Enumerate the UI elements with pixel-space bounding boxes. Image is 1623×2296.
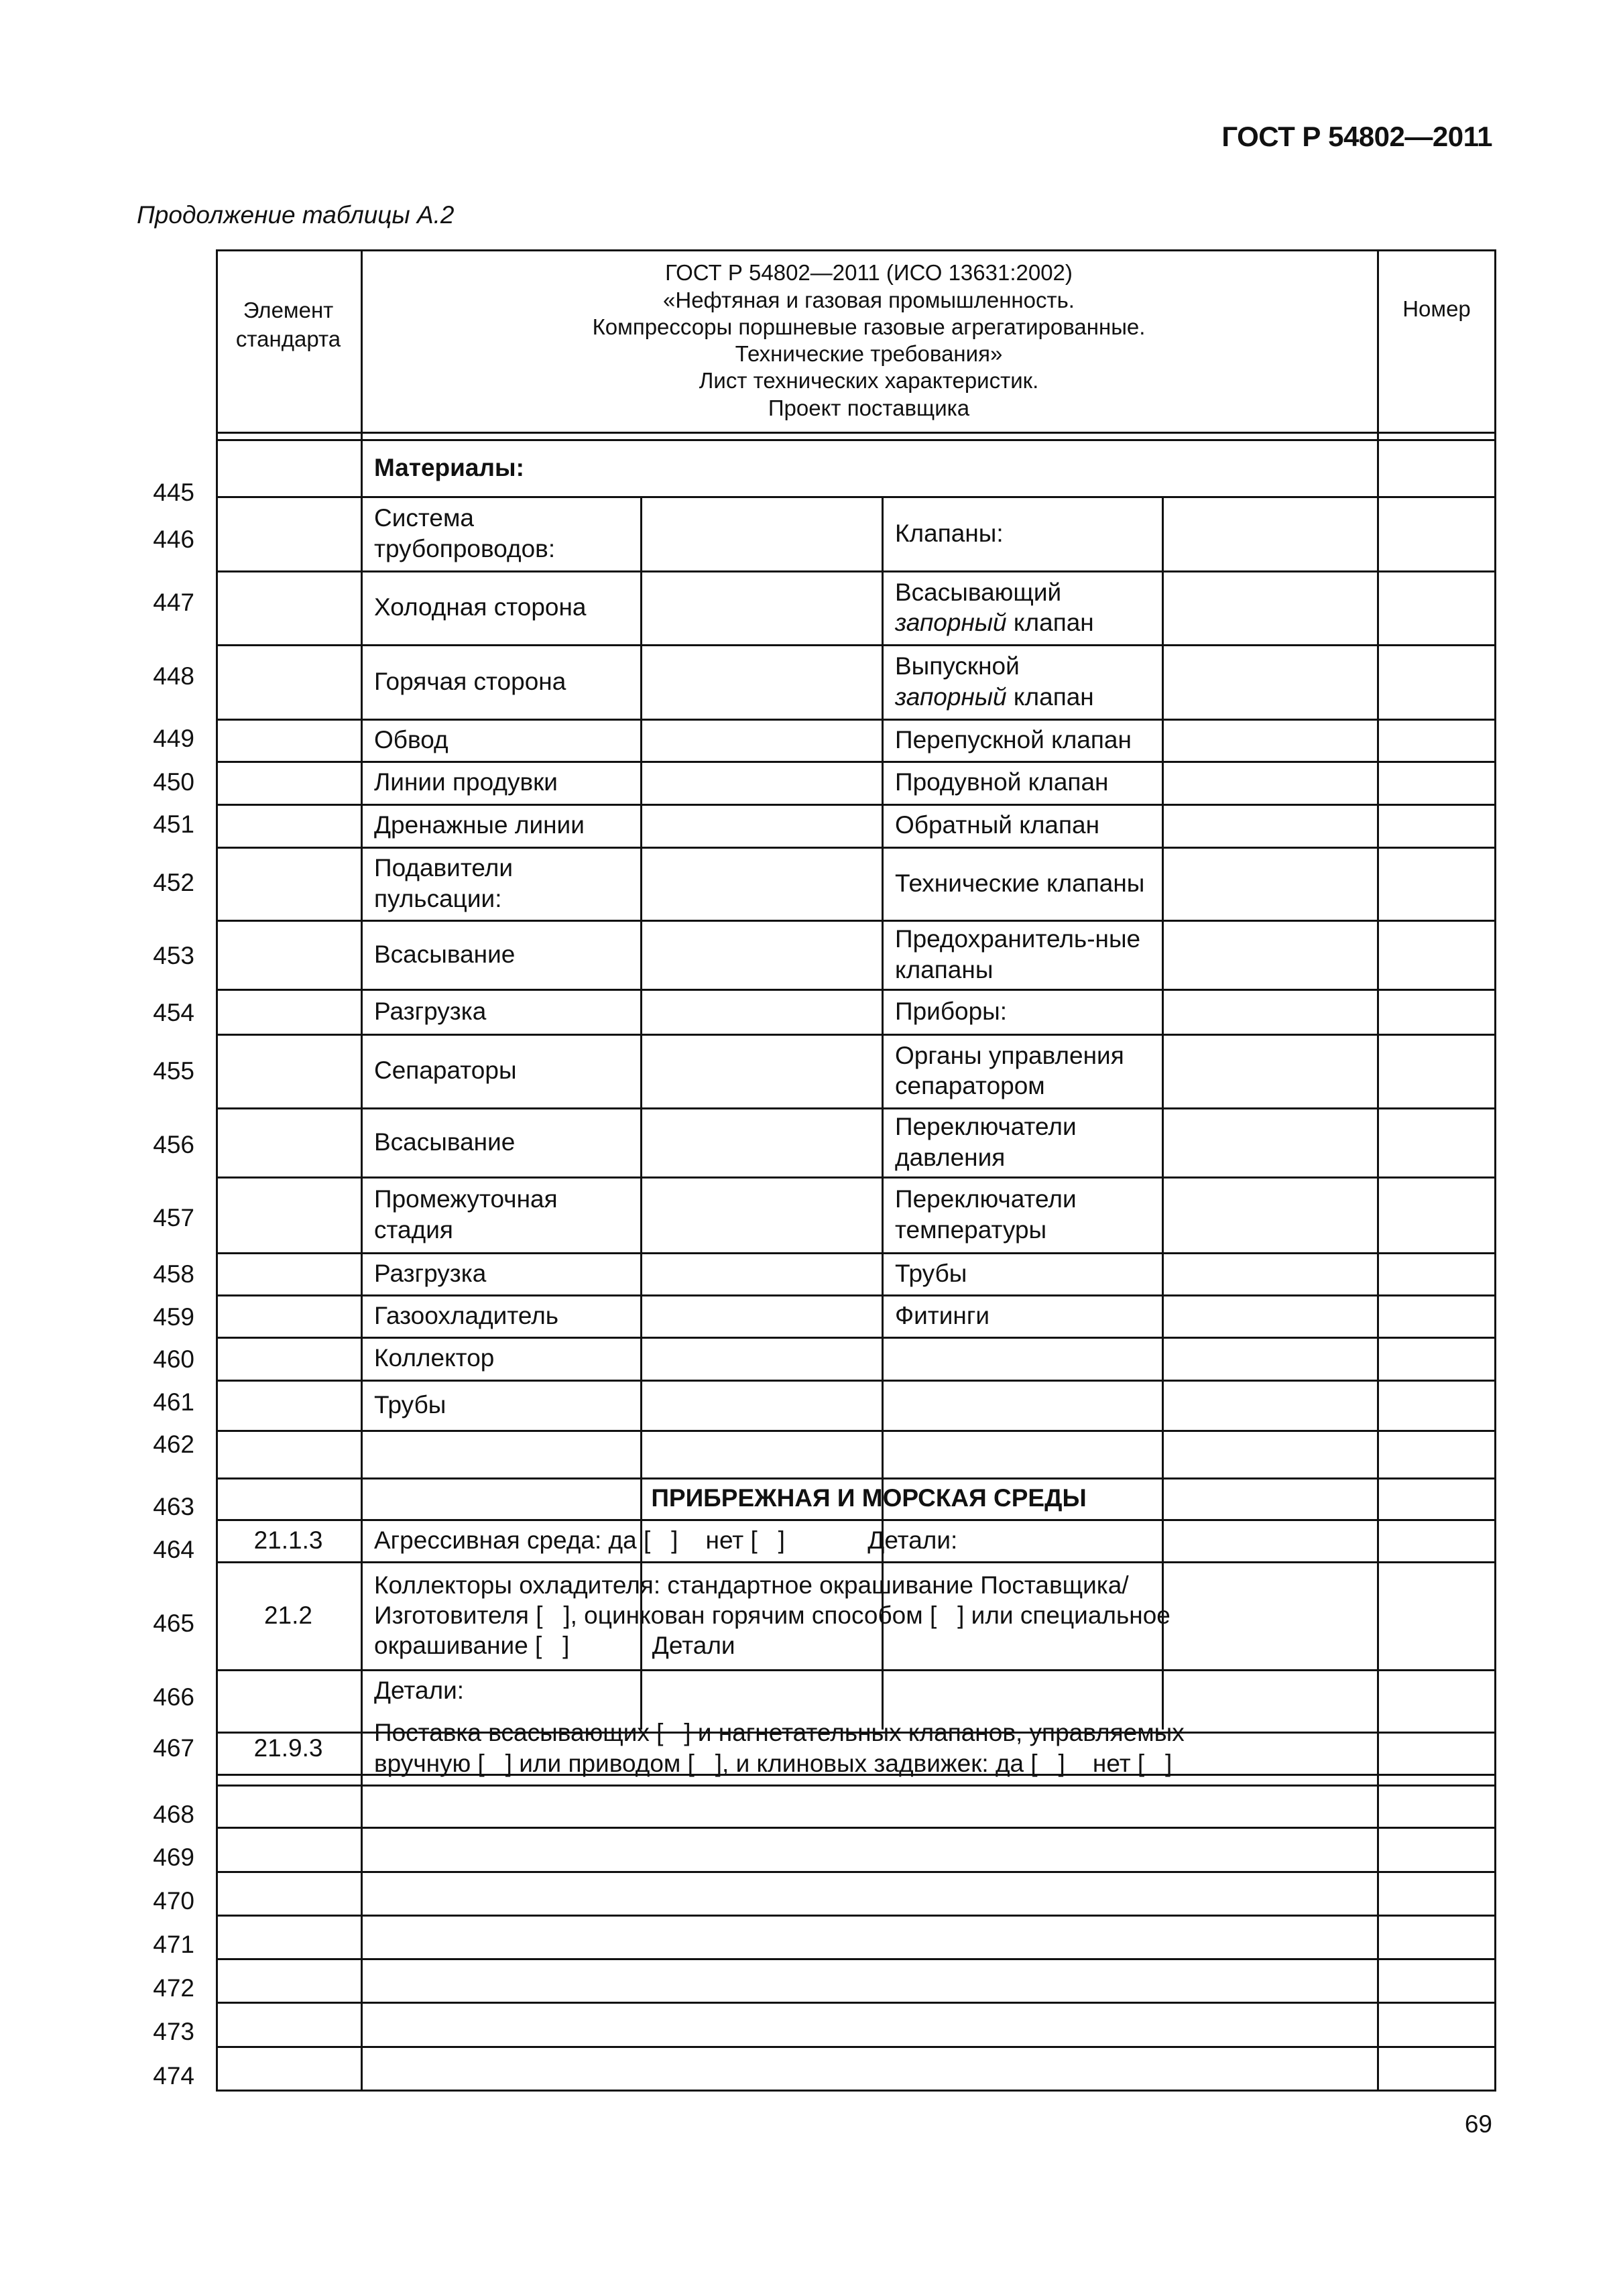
row-number: 448 — [153, 662, 194, 690]
row-number: 458 — [153, 1260, 194, 1288]
text-fragment: клапан — [1006, 609, 1094, 636]
table-rule — [216, 432, 1496, 434]
row-number: 464 — [153, 1536, 194, 1563]
element-ref: 21.2 — [263, 1601, 312, 1629]
row-number: 470 — [153, 1887, 194, 1915]
table-rule — [216, 1827, 1496, 1829]
table-cell-wide: Коллекторы охладителя: стандартное окрашивание Поставщика/ Изготовителя [ ], оцинкован горячим способом [ ] или специальное окрашивание [ ] Детали — [374, 1571, 1178, 1660]
table-cell-left: Горячая сторона — [374, 667, 566, 695]
table-rule — [216, 2002, 1496, 2004]
table-cell-left: Подавители пульсации: — [374, 854, 513, 912]
text-fragment: клапан — [1006, 682, 1094, 711]
section-title-coastal-marine: ПРИБРЕЖНАЯ И МОРСКАЯ СРЕДЫ — [651, 1484, 1087, 1512]
table-cell-right — [882, 644, 1162, 719]
column-header-number: Номер — [1402, 296, 1471, 321]
table-cell-left: Коллектор — [374, 1344, 495, 1372]
row-number: 474 — [153, 2062, 194, 2090]
row-number: 460 — [153, 1345, 194, 1373]
header-title-line: ГОСТ Р 54802—2011 (ИСО 13631:2002) — [665, 260, 1073, 286]
table-cell-left: Промежуточная стадия — [374, 1185, 558, 1244]
row-number: 446 — [153, 526, 194, 553]
row-number: 459 — [153, 1303, 194, 1331]
table-cell-right: Продувной клапан — [895, 768, 1109, 796]
table-caption: Продолжение таблицы А.2 — [137, 201, 455, 229]
table-cell-left: Всасывание — [374, 940, 516, 968]
table-cell-right: Приборы: — [895, 997, 1008, 1025]
row-number: 466 — [153, 1683, 194, 1711]
table-cell-wide: Агрессивная среда: да [ ] нет [ ] Детали: — [374, 1526, 958, 1554]
row-number: 469 — [153, 1844, 194, 1871]
table-cell-right: Органы управления сепаратором — [895, 1041, 1124, 1099]
row-number: 468 — [153, 1801, 194, 1828]
table-cell-left: Сепараторы — [374, 1056, 517, 1085]
table-cell-right: Технические клапаны — [895, 869, 1145, 897]
table-rule — [216, 1958, 1496, 1960]
table-cell-right: Клапаны: — [895, 519, 1004, 547]
table-cell-right: Переключатели давления — [895, 1113, 1077, 1171]
row-number: 463 — [153, 1493, 194, 1520]
row-number: 445 — [153, 479, 194, 506]
row-number: 471 — [153, 1931, 194, 1958]
row-number: 450 — [153, 768, 194, 796]
row-number: 455 — [153, 1057, 194, 1085]
table-cell-left: Дренажные линии — [374, 811, 585, 839]
table-rule — [216, 2090, 1496, 2092]
row-number: 449 — [153, 725, 194, 752]
table-cell-left: Разгрузка — [374, 1259, 487, 1287]
table-cell-wide: Поставка всасывающих [ ] и нагнетательных клапанов, управляемых вручную [ ] или приводом [ ], и клиновых задвижек: да [ ] нет [ ] — [374, 1719, 1192, 1777]
row-number: 456 — [153, 1131, 194, 1158]
header-title-line: Лист технических характеристик. — [699, 368, 1039, 394]
table-cell-wide: Детали: — [374, 1676, 465, 1704]
table-cell-right — [882, 570, 1162, 644]
section-label-materials: Материалы: — [374, 453, 524, 481]
row-number: 447 — [153, 589, 194, 616]
table-cell-left: Трубы — [374, 1390, 446, 1418]
table-cell-left: Обвод — [374, 725, 448, 753]
row-number: 454 — [153, 999, 194, 1026]
table-cell-right: Предохранитель-ные клапаны — [895, 925, 1141, 983]
header-title-line: «Нефтяная и газовая промышленность. — [663, 287, 1075, 312]
table-rule — [216, 1915, 1496, 1917]
table-cell-right: Перепускной клапан — [895, 725, 1132, 753]
table-rule — [1494, 249, 1496, 2092]
table-cell-left: Газоохладитель — [374, 1301, 559, 1329]
row-number: 467 — [153, 1734, 194, 1762]
text-fragment-italic: запорный — [895, 609, 1007, 636]
element-ref: 21.9.3 — [253, 1734, 323, 1762]
table-rule — [216, 249, 218, 2092]
row-number: 452 — [153, 869, 194, 896]
table-cell-left: Всасывание — [374, 1128, 516, 1156]
row-number: 453 — [153, 942, 194, 969]
data-sheet-table — [216, 249, 1496, 2092]
table-cell-left: Линии продувки — [374, 768, 558, 796]
table-cell-right: Трубы — [895, 1259, 967, 1287]
text-fragment: Всасывающий — [895, 578, 1062, 606]
table-cell-right: Фитинги — [895, 1301, 990, 1329]
row-number: 473 — [153, 2018, 194, 2045]
text-fragment: Выпускной — [895, 652, 1020, 680]
row-number: 461 — [153, 1388, 194, 1416]
row-number: 465 — [153, 1610, 194, 1637]
page-number: 69 — [1464, 2110, 1492, 2138]
table-cell-left: Холодная сторона — [374, 593, 587, 621]
table-cell-right: Переключатели температуры — [895, 1185, 1077, 1244]
header-title-line: Технические требования» — [735, 341, 1003, 366]
table-rule — [216, 1785, 1496, 1787]
table-cell-left: Разгрузка — [374, 997, 487, 1025]
table-cell-right: Обратный клапан — [895, 811, 1100, 839]
element-ref: 21.1.3 — [253, 1526, 323, 1554]
text-fragment-italic: запорный — [895, 682, 1007, 711]
column-header-element: Элемент стандарта — [235, 298, 341, 351]
table-rule — [1377, 249, 1379, 2092]
document-standard-header: ГОСТ Р 54802—2011 — [1221, 121, 1492, 152]
row-number: 451 — [153, 810, 194, 838]
header-title-line: Проект поставщика — [768, 395, 970, 420]
column-header-title — [361, 249, 1377, 432]
table-rule — [216, 1871, 1496, 1873]
table-rule — [216, 1430, 1496, 1432]
header-title-line: Компрессоры поршневые газовые агрегатированные. — [592, 314, 1146, 339]
row-number: 472 — [153, 1974, 194, 2002]
row-number: 462 — [153, 1431, 194, 1458]
table-rule — [216, 2046, 1496, 2048]
table-cell-left: Система трубопроводов: — [374, 504, 556, 562]
row-number: 457 — [153, 1204, 194, 1231]
